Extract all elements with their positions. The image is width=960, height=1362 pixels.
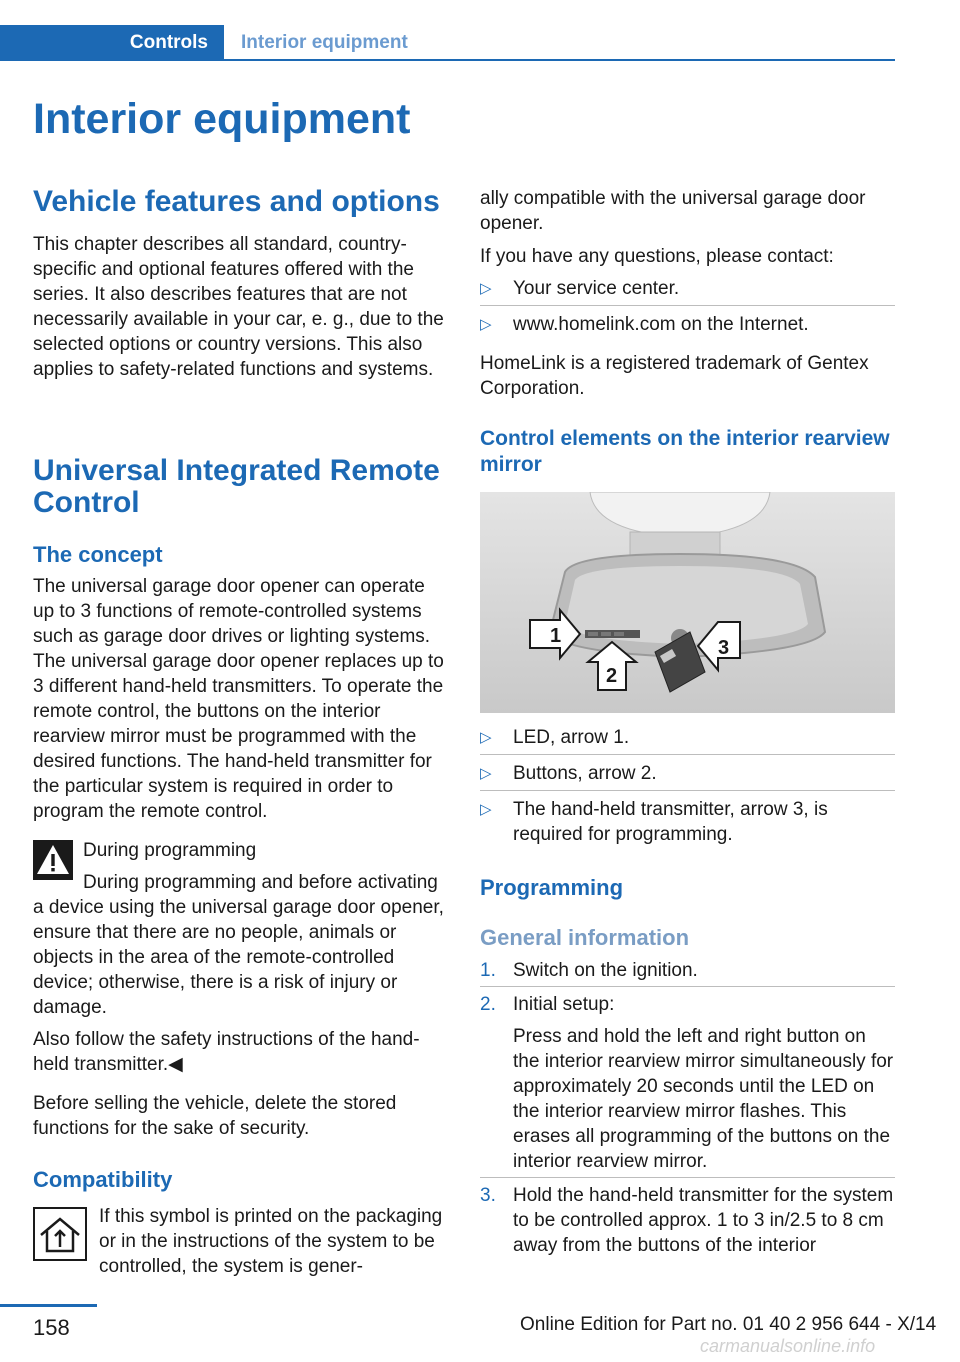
- image-label-2: 2: [606, 665, 618, 687]
- list-item: 3. Hold the hand-held transmitter for the system to be controlled approx. 1 to 3 in/2.5 to 8 cm away from the buttons of the interior: [480, 1185, 894, 1256]
- list-separator: [480, 754, 895, 755]
- list-item[interactable]: ▷ www.homelink.com on the Internet.: [480, 314, 809, 335]
- uirc-heading: Universal Integrated Remote Control: [33, 454, 440, 519]
- list-item: 2. Initial setup: Press and hold the left and right button on the interior rearview mirror simultaneously for approximately 20 seconds until the LED on the interior rearview mirror flashes. This erases all programming of the buttons on the interior rearview mirror.: [480, 994, 894, 1172]
- warning-follow: Also follow the safety instructions of the hand-held transmitter.◀: [33, 1029, 420, 1075]
- programming-steps: [480, 958, 895, 1258]
- image-label-3: 3: [718, 637, 730, 659]
- selling-text: Before selling the vehicle, delete the stored functions for the sake of security.: [33, 1093, 397, 1139]
- header-section-title: Interior equipment: [241, 32, 408, 53]
- triangle-bullet-icon: ▷: [480, 801, 492, 818]
- contact-text: If you have any questions, please contact:: [480, 246, 834, 267]
- watermark: carmanualsonline.info: [700, 1336, 876, 1356]
- compat-continued: ally compatible with the universal garage door opener.: [480, 188, 866, 234]
- vehicle-text: This chapter describes all standard, country-specific and optional features offered with the series. It also describes features that are not necessarily available in your car, e. g., due to the selected options or country versions. This also applies to safety-related functions and systems.: [33, 234, 444, 380]
- list-separator: [480, 1177, 895, 1178]
- triangle-bullet-icon: ▷: [480, 316, 492, 333]
- contact-list: [480, 276, 895, 344]
- triangle-bullet-icon: ▷: [480, 729, 492, 746]
- list-item: ▷ LED, arrow 1.: [480, 727, 630, 748]
- list-separator: [480, 305, 895, 306]
- page-title: Interior equipment: [33, 95, 411, 143]
- concept-heading: The concept: [33, 542, 163, 567]
- triangle-bullet-icon: ▷: [480, 765, 492, 782]
- list-separator: [480, 790, 895, 791]
- header-chapter-tab[interactable]: Controls: [129, 32, 208, 53]
- list-item: ▷ Your service center.: [480, 278, 680, 299]
- homelink-icon: [33, 1207, 87, 1261]
- list-item: 1. Switch on the ignition.: [480, 960, 698, 981]
- step-detail: Press and hold the left and right button on the interior rearview mirror simultaneously for approximately 20 seconds until the LED on the interior rearview mirror flashes. This erases all programming of the buttons on the interior rearview mirror.: [513, 1026, 894, 1172]
- triangle-bullet-icon: ▷: [480, 280, 492, 297]
- rearview-mirror-image: [480, 492, 895, 713]
- trademark-text: HomeLink is a registered trademark of Gentex Corporation.: [480, 353, 869, 399]
- list-separator: [480, 986, 895, 987]
- vehicle-heading: Vehicle features and options: [33, 185, 440, 218]
- list-item: ▷ Buttons, arrow 2.: [480, 763, 657, 784]
- concept-text: The universal garage door opener can operate up to 3 functions of remote-controlled systems such as garage door drives or lighting systems. The universal garage door opener replaces up to 3 different hand-held transmitters. To operate the remote control, the buttons on the interior rearview mirror must be programmed with the desired functions. The hand-held transmitter for the particular system is required in order to program the remote control.: [33, 576, 444, 822]
- warning-title: During programming: [83, 840, 257, 861]
- compatibility-heading: Compatibility: [33, 1167, 173, 1192]
- edition-text: Online Edition for Part no. 01 40 2 956 644 - X/14: [520, 1314, 937, 1335]
- image-label-1: 1: [550, 625, 562, 647]
- control-elements-list: [480, 725, 895, 854]
- compatibility-text: If this symbol is printed on the packaging or in the instructions of the system to be controlled, the system is gener-: [99, 1206, 443, 1277]
- programming-heading: Programming: [480, 875, 624, 900]
- general-info-heading: General information: [480, 925, 690, 950]
- footer-rule: [0, 1304, 97, 1307]
- list-item: ▷ The hand-held transmitter, arrow 3, is required for programming.: [480, 799, 828, 845]
- page-number: 158: [33, 1315, 70, 1340]
- warning-text: During programming and before activating a device using the universal garage door opener, ensure that there are no people, animals or objects in the area of the remote-controlled device; otherwise, there is a risk of injury or damage.: [33, 872, 444, 1018]
- control-elements-heading: Control elements on the interior rearview mirror: [480, 427, 890, 476]
